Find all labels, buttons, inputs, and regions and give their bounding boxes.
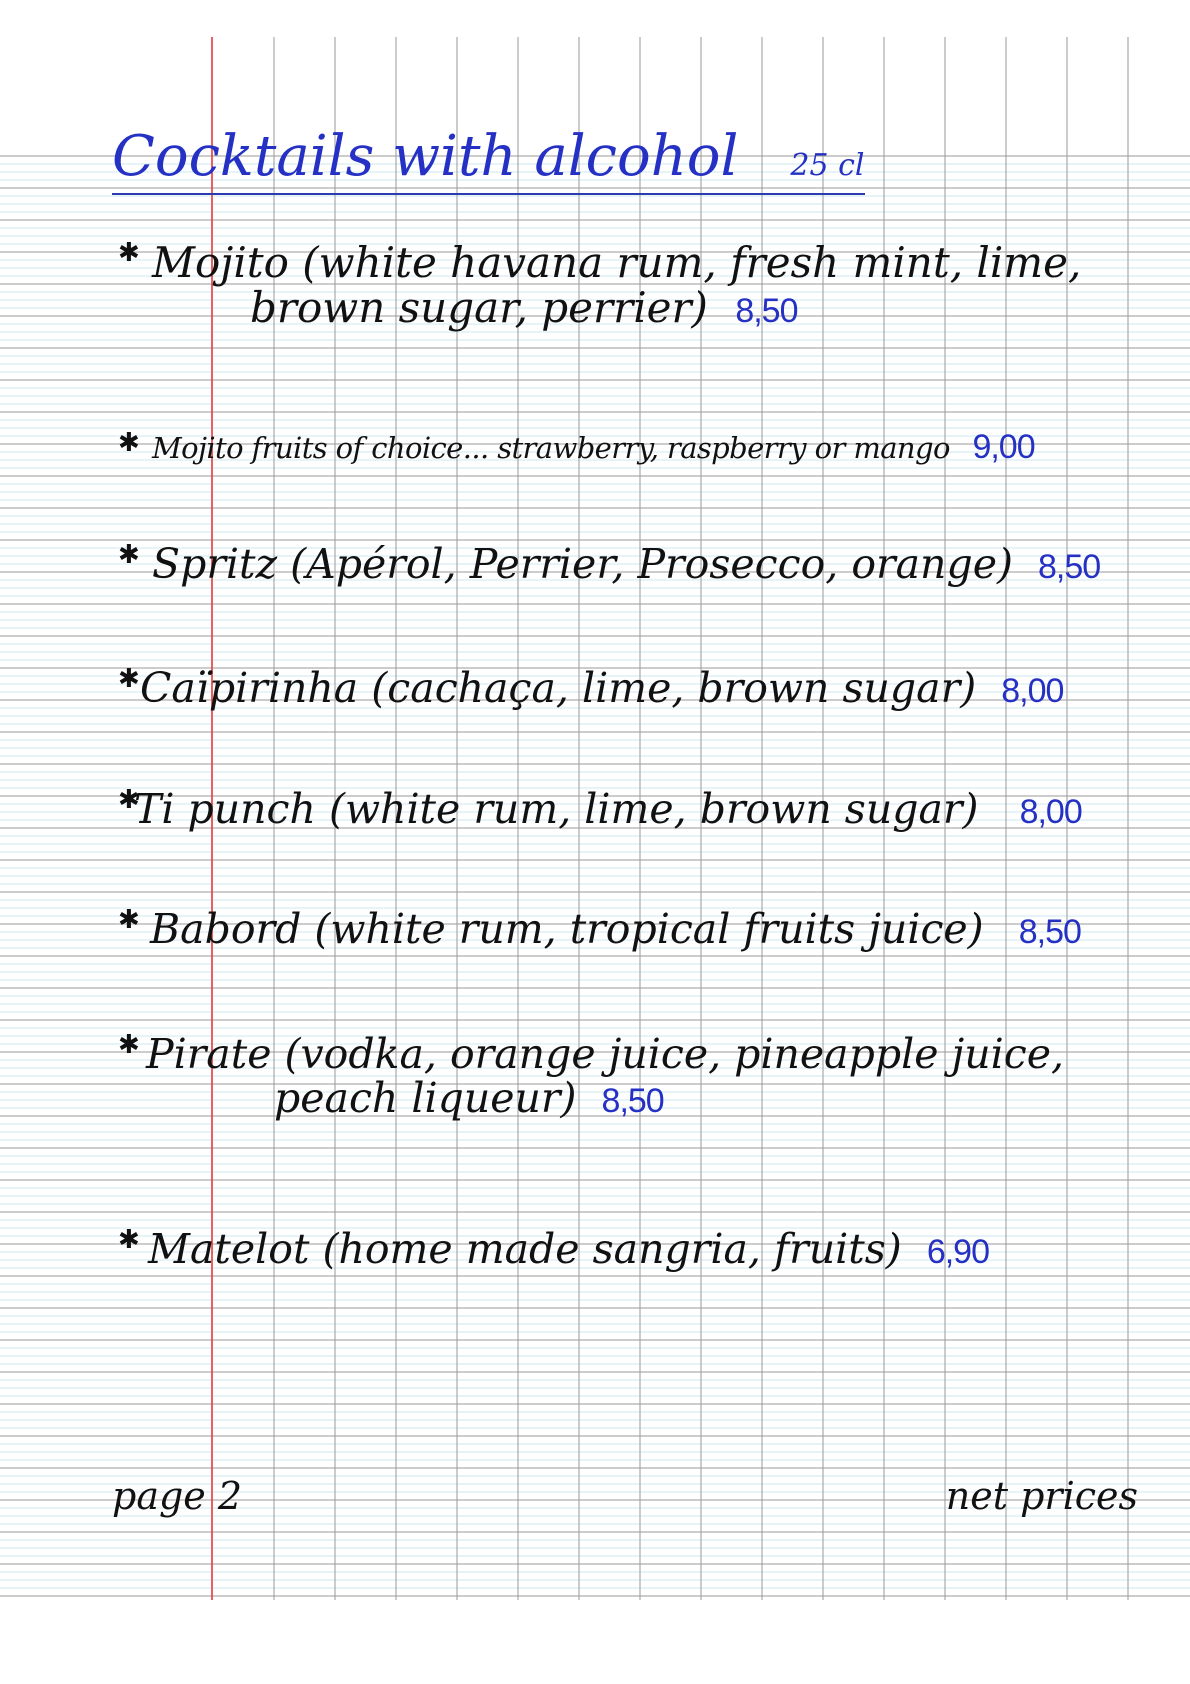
item-price: 9,00 [972, 428, 1035, 466]
item-text: Mojito (white havana rum, fresh mint, lime, [152, 238, 1082, 287]
bullet-icon: ✱ [118, 664, 140, 694]
item-text-cont: peach liqueur) [274, 1074, 577, 1122]
bullet-icon: ✱ [118, 905, 140, 935]
item-price: 8,50 [1018, 913, 1081, 951]
menu-item [118, 238, 1082, 332]
item-price: 8,00 [1019, 793, 1082, 831]
menu-item [118, 1030, 1065, 1122]
item-text: Mojito fruits of choice... strawberry, raspberry or mango [152, 431, 950, 465]
item-text: Ti punch (white rum, lime, brown sugar) [134, 785, 979, 833]
page-number: page 2 [112, 1474, 243, 1518]
item-price: 8,00 [1001, 672, 1064, 710]
item-price: 8,50 [735, 292, 798, 330]
bullet-icon: ✱ [118, 1225, 140, 1255]
item-text-cont: brown sugar, perrier) [250, 283, 708, 332]
bullet-icon: ✱ [118, 1030, 140, 1060]
menu-item [118, 785, 1082, 833]
item-price: 6,90 [926, 1233, 989, 1271]
bullet-icon: ✱ [118, 428, 140, 458]
menu-item [118, 905, 1081, 953]
menu-item [118, 664, 1064, 712]
title-row [112, 124, 865, 195]
page-title: Cocktails with alcohol [112, 124, 739, 189]
item-text: Caïpirinha (cachaça, lime, brown sugar) [140, 664, 977, 712]
item-text: Pirate (vodka, orange juice, pineapple juice, [146, 1030, 1065, 1078]
volume-label: 25 cl [790, 148, 865, 183]
item-text: Matelot (home made sangria, fruits) [148, 1225, 902, 1273]
item-text: Babord (white rum, tropical fruits juice) [150, 905, 984, 953]
menu-item [118, 428, 1035, 467]
item-price: 8,50 [1038, 548, 1101, 586]
menu-item [118, 540, 1101, 588]
item-text: Spritz (Apérol, Perrier, Prosecco, orange) [152, 540, 1013, 588]
bullet-icon: ✱ [118, 540, 140, 570]
bullet-icon: ✱ [118, 238, 140, 268]
item-price: 8,50 [601, 1082, 664, 1120]
menu-item [118, 1225, 989, 1273]
prices-note: net prices [945, 1474, 1138, 1518]
bullet-icon: ✱ [118, 785, 140, 815]
